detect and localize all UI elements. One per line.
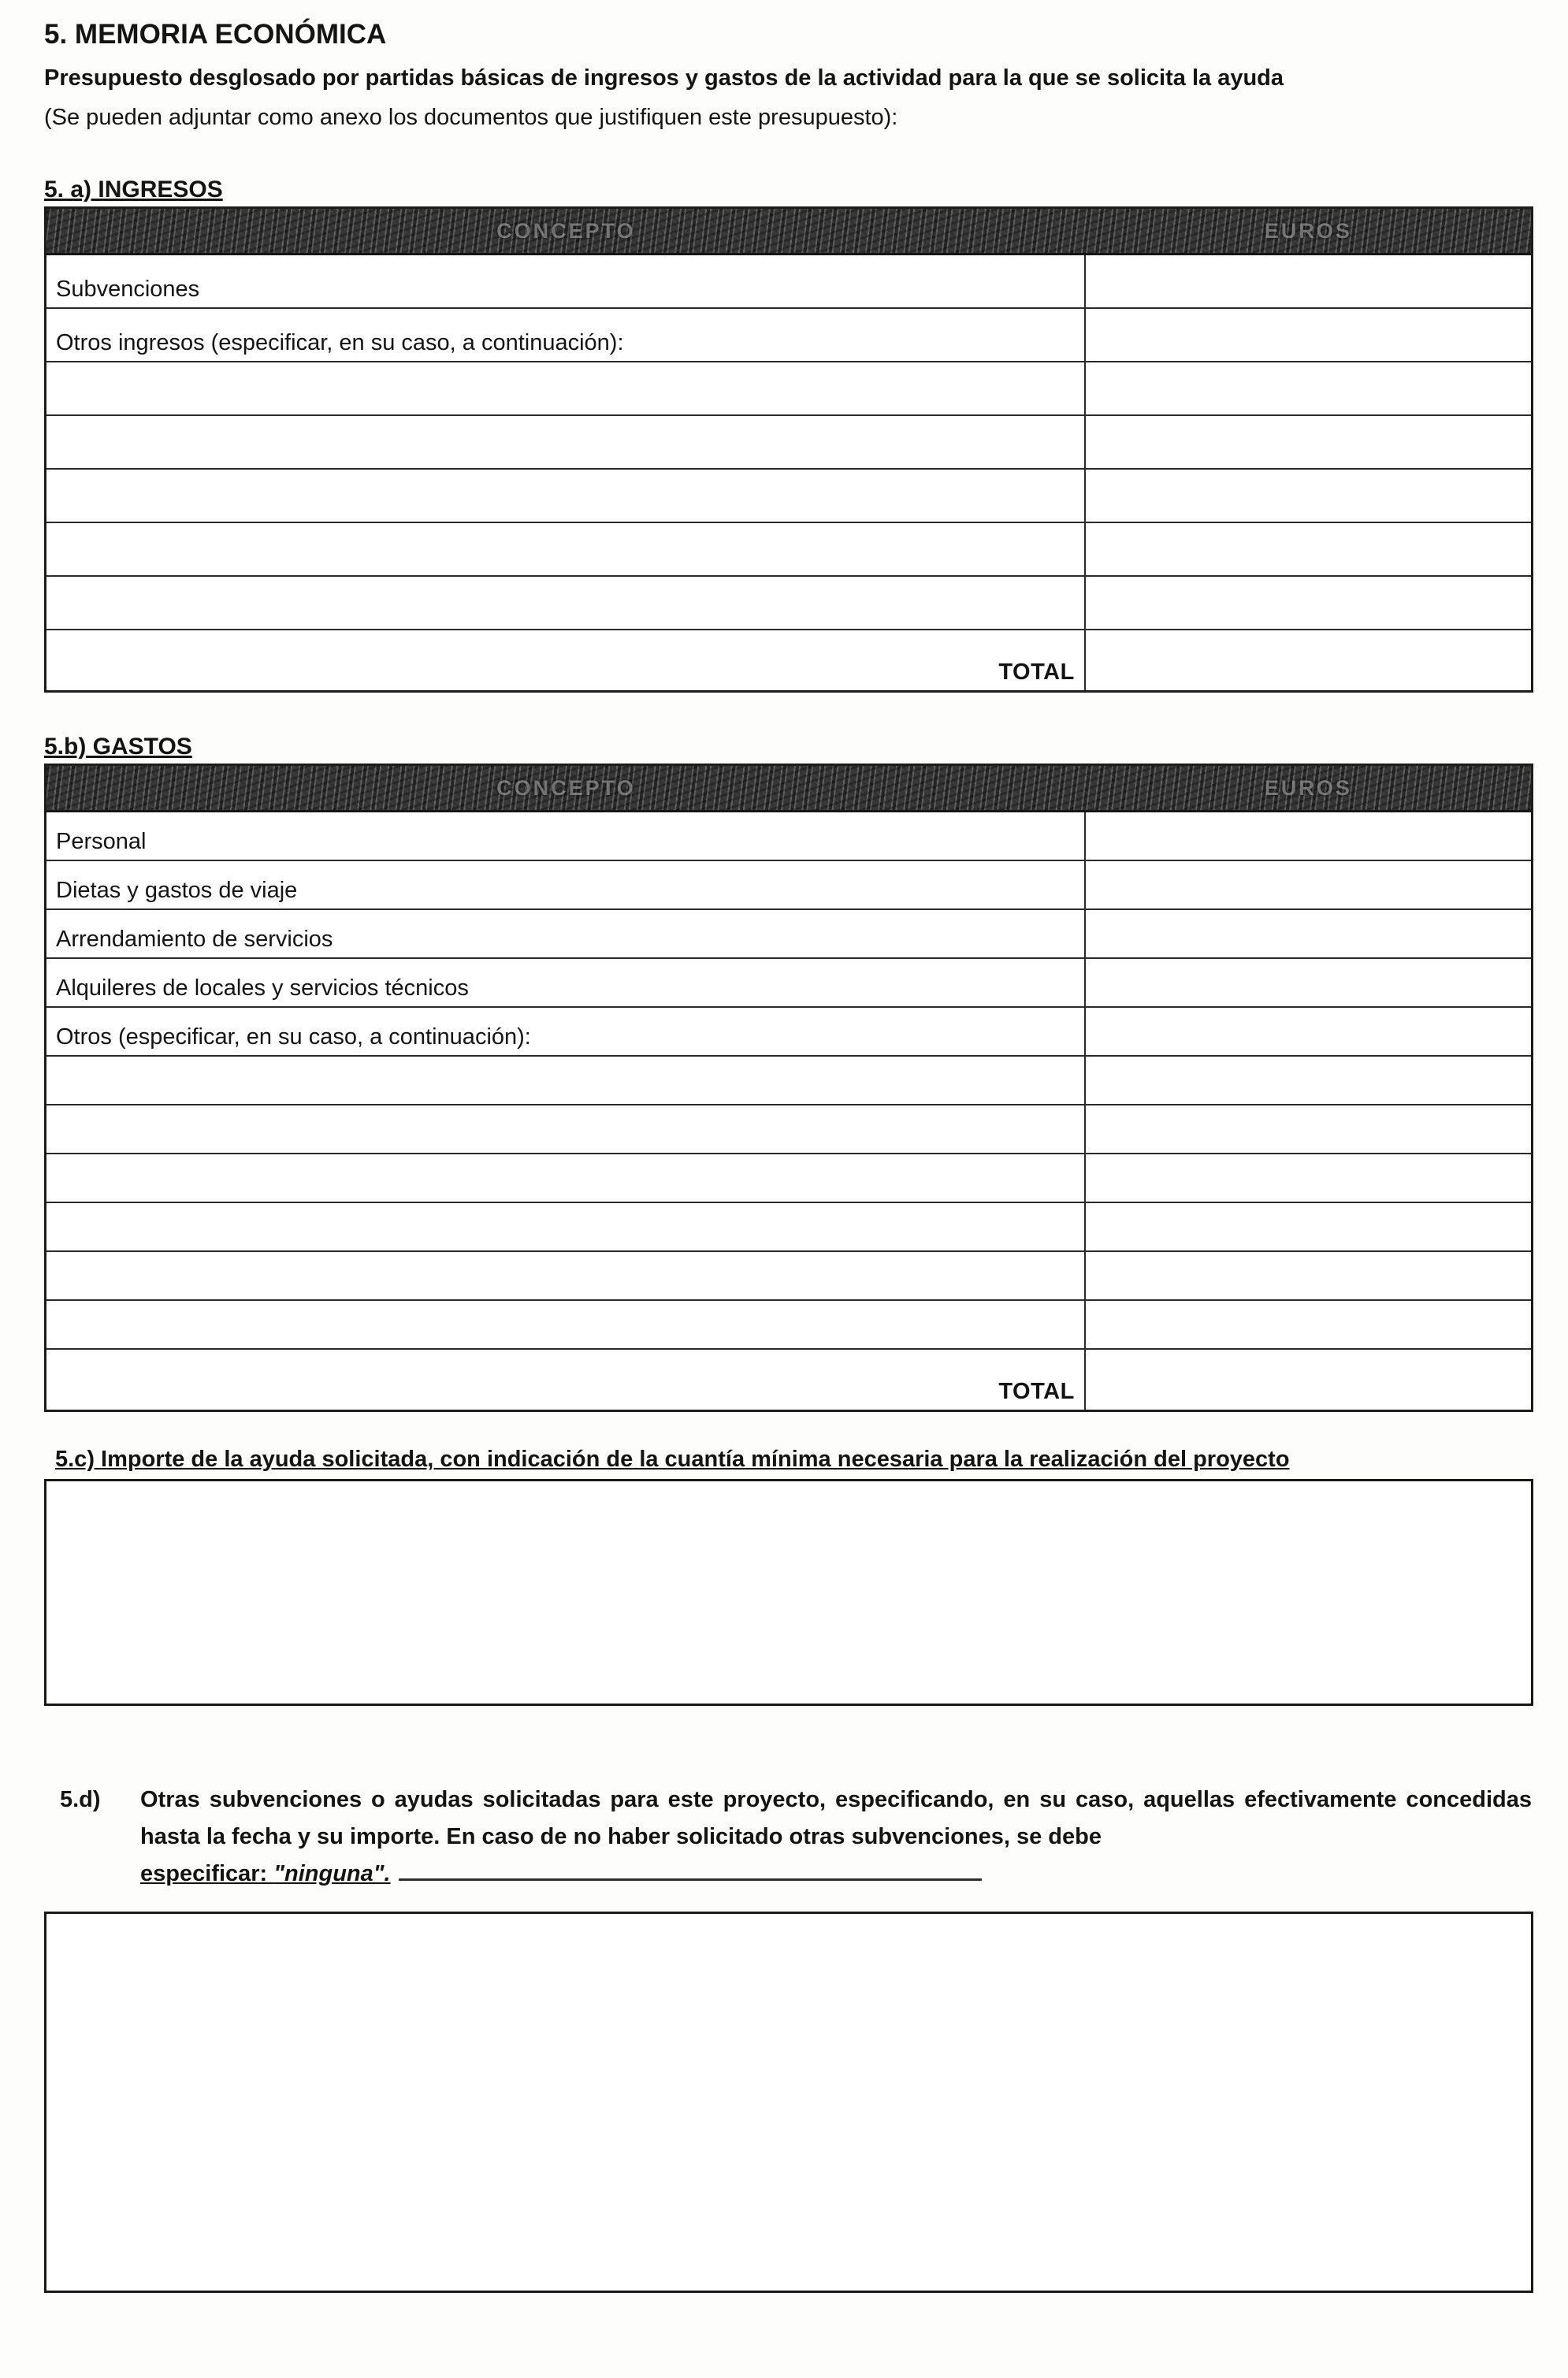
table-row	[46, 577, 1531, 630]
euros-cell[interactable]	[1086, 362, 1531, 414]
table-row	[46, 1154, 1531, 1203]
section-d-input-box[interactable]	[44, 1912, 1533, 2293]
euros-cell[interactable]	[1086, 416, 1531, 468]
concept-cell	[46, 1252, 1086, 1299]
table-row	[46, 1203, 1531, 1252]
concept-cell	[46, 1105, 1086, 1153]
concept-cell	[46, 470, 1086, 522]
section-d	[44, 1782, 1533, 2293]
total-value-cell[interactable]	[1086, 630, 1531, 690]
intro-line-2: (Se pueden adjuntar como anexo los documentos que justifiquen este presupuesto):	[44, 105, 898, 130]
table-row	[46, 1252, 1531, 1301]
total-value-cell[interactable]	[1086, 1350, 1531, 1410]
concept-cell	[46, 362, 1086, 414]
table-row	[46, 1301, 1531, 1350]
concept-cell	[46, 416, 1086, 468]
concept-cell: Personal	[46, 812, 1086, 860]
section-d-tail: especificar:	[140, 1861, 274, 1886]
intro-line-1: Presupuesto desglosado por partidas básicas de ingresos y gastos de la actividad para la que se solicita la ayuda	[44, 65, 1284, 91]
column-header-euros: EUROS	[1264, 775, 1352, 800]
euros-cell[interactable]	[1086, 309, 1531, 361]
euros-cell[interactable]	[1086, 959, 1531, 1006]
euros-cell[interactable]	[1086, 1252, 1531, 1299]
total-label: TOTAL	[46, 1350, 1086, 1410]
ingresos-table-header-band	[46, 209, 1531, 255]
euros-cell[interactable]	[1086, 577, 1531, 629]
concept-cell	[46, 1057, 1086, 1104]
concept-cell	[46, 523, 1086, 575]
gastos-rows	[46, 812, 1531, 1350]
concept-cell: Subvenciones	[46, 255, 1086, 307]
total-label: TOTAL	[46, 630, 1086, 690]
table-row	[46, 910, 1531, 959]
euros-cell[interactable]	[1086, 1105, 1531, 1153]
table-row	[46, 1008, 1531, 1057]
concept-cell	[46, 1301, 1086, 1348]
table-row	[46, 523, 1531, 577]
euros-cell[interactable]	[1086, 255, 1531, 307]
euros-cell[interactable]	[1086, 1203, 1531, 1250]
section-d-body: Otras subvenciones o ayudas solicitadas para este proyecto, especificando, en su caso, aquellas efectivamente concedidas hasta la fecha y su importe. En caso de no haber solicitado otras subvenciones, se debe	[140, 1787, 1532, 1849]
section-heading-gastos: 5.b) GASTOS	[44, 734, 192, 760]
table-row	[46, 416, 1531, 470]
section-c-input-box[interactable]	[44, 1479, 1533, 1706]
euros-cell[interactable]	[1086, 1008, 1531, 1055]
underline-rule	[399, 1874, 982, 1881]
euros-cell[interactable]	[1086, 812, 1531, 860]
table-row	[46, 1057, 1531, 1105]
concept-cell: Otros (especificar, en su caso, a continuación):	[46, 1008, 1086, 1055]
table-row	[46, 812, 1531, 861]
gastos-total-row	[46, 1350, 1531, 1410]
gastos-table-header-band	[46, 766, 1531, 812]
euros-cell[interactable]	[1086, 470, 1531, 522]
concept-cell: Alquileres de locales y servicios técnicos	[46, 959, 1086, 1006]
gastos-table	[44, 764, 1533, 1412]
concept-cell	[46, 1154, 1086, 1202]
concept-cell: Arrendamiento de servicios	[46, 910, 1086, 957]
table-row	[46, 1105, 1531, 1154]
table-row	[46, 255, 1531, 309]
ingresos-total-row	[46, 630, 1531, 690]
column-header-euros: EUROS	[1264, 218, 1352, 243]
concept-cell	[46, 577, 1086, 629]
column-header-concepto: CONCEPTO	[496, 775, 636, 800]
section-d-text	[44, 1782, 1533, 1893]
table-row	[46, 362, 1531, 416]
section-d-ninguna: "ninguna".	[273, 1861, 391, 1886]
ingresos-rows	[46, 255, 1531, 630]
ingresos-table	[44, 206, 1533, 693]
table-row	[46, 861, 1531, 910]
section-c-heading: 5.c) Importe de la ayuda solicitada, con indicación de la cuantía mínima necesaria para la realización del proyecto	[55, 1447, 1290, 1472]
concept-cell	[46, 1203, 1086, 1250]
table-row	[46, 470, 1531, 523]
page-title: 5. MEMORIA ECONÓMICA	[44, 19, 387, 50]
concept-cell: Dietas y gastos de viaje	[46, 861, 1086, 908]
section-d-label: 5.d)	[60, 1787, 101, 1812]
euros-cell[interactable]	[1086, 861, 1531, 908]
section-c	[44, 1447, 1533, 1706]
euros-cell[interactable]	[1086, 1154, 1531, 1202]
concept-cell: Otros ingresos (especificar, en su caso, a continuación):	[46, 309, 1086, 361]
euros-cell[interactable]	[1086, 1301, 1531, 1348]
euros-cell[interactable]	[1086, 910, 1531, 957]
table-row	[46, 309, 1531, 362]
column-header-concepto: CONCEPTO	[496, 218, 636, 243]
table-row	[46, 959, 1531, 1008]
euros-cell[interactable]	[1086, 1057, 1531, 1104]
section-heading-ingresos: 5. a) INGRESOS	[44, 176, 223, 203]
euros-cell[interactable]	[1086, 523, 1531, 575]
